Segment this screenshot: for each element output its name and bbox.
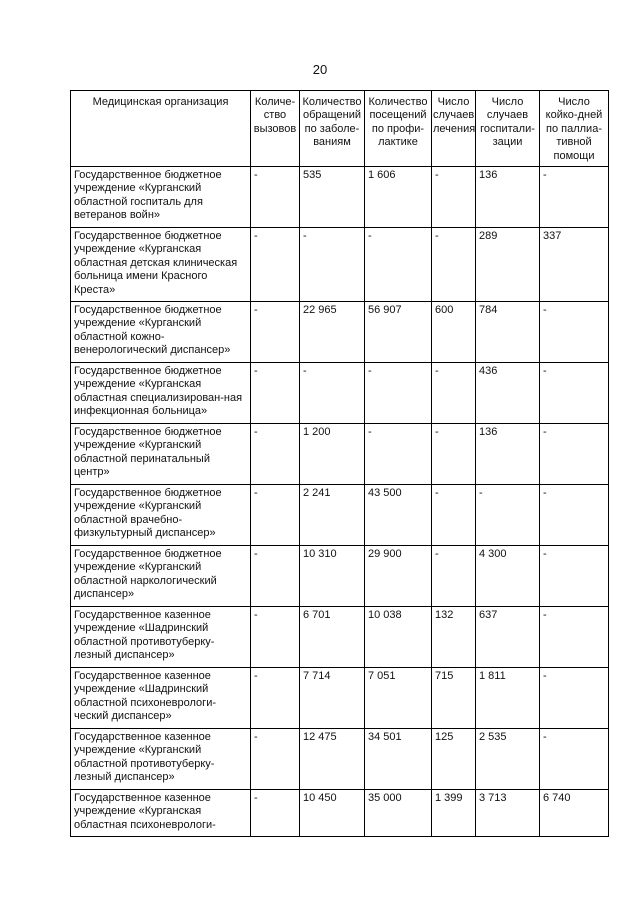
table-row — [71, 424, 609, 485]
treatment-cases-value: - — [432, 228, 476, 302]
palliative-bed-days-value: - — [540, 167, 609, 228]
prevention-visits-value: - — [365, 228, 432, 302]
palliative-bed-days-value: - — [540, 302, 609, 363]
treatment-cases-value: - — [432, 363, 476, 424]
palliative-bed-days-value: - — [540, 607, 609, 668]
palliative-bed-days-value: 337 — [540, 228, 609, 302]
palliative-bed-days-value: 6 740 — [540, 790, 609, 837]
header-prevention-visits: Количество посещений по профи- лактике — [365, 91, 432, 167]
calls-value: - — [251, 607, 300, 668]
organization-name: Государственное бюджетное учреждение «Курганская областная специализирован-ная инфекционная больница» — [71, 363, 251, 424]
palliative-bed-days-value: - — [540, 363, 609, 424]
organization-name: Государственное казенное учреждение «Курганская областная психоневрологи- — [71, 790, 251, 837]
palliative-bed-days-value: - — [540, 546, 609, 607]
table-row — [71, 790, 609, 837]
table-row — [71, 228, 609, 302]
calls-value: - — [251, 668, 300, 729]
calls-value: - — [251, 302, 300, 363]
disease-visits-value: 6 701 — [300, 607, 365, 668]
treatment-cases-value: - — [432, 167, 476, 228]
hospitalization-cases-value: - — [476, 485, 540, 546]
hospitalization-cases-value: 637 — [476, 607, 540, 668]
prevention-visits-value: 1 606 — [365, 167, 432, 228]
palliative-bed-days-value: - — [540, 668, 609, 729]
prevention-visits-value: 34 501 — [365, 729, 432, 790]
table-row — [71, 668, 609, 729]
table-row — [71, 607, 609, 668]
hospitalization-cases-value: 289 — [476, 228, 540, 302]
organization-name: Государственное бюджетное учреждение «Курганская областная детская клиническая больница имени Красного Креста» — [71, 228, 251, 302]
prevention-visits-value: 29 900 — [365, 546, 432, 607]
table-row — [71, 546, 609, 607]
hospitalization-cases-value: 4 300 — [476, 546, 540, 607]
hospitalization-cases-value: 3 713 — [476, 790, 540, 837]
palliative-bed-days-value: - — [540, 729, 609, 790]
disease-visits-value: - — [300, 228, 365, 302]
disease-visits-value: 7 714 — [300, 668, 365, 729]
calls-value: - — [251, 790, 300, 837]
calls-value: - — [251, 363, 300, 424]
page-number: 20 — [312, 62, 328, 77]
organization-name: Государственное бюджетное учреждение «Курганский областной врачебно-физкультурный диспансер» — [71, 485, 251, 546]
header-disease-visits: Количество обращений по заболе- ваниям — [300, 91, 365, 167]
header-organization: Медицинская организация — [71, 91, 251, 167]
disease-visits-value: - — [300, 363, 365, 424]
organization-name: Государственное казенное учреждение «Курганский областной противотуберку-лезный диспансер» — [71, 729, 251, 790]
table-body — [71, 167, 609, 837]
disease-visits-value: 10 310 — [300, 546, 365, 607]
table-row — [71, 729, 609, 790]
header-hospitalization-cases: Число случаев госпитали- зации — [476, 91, 540, 167]
organization-name: Государственное казенное учреждение «Шадринский областной психоневрологи-ческий диспансер» — [71, 668, 251, 729]
treatment-cases-value: 600 — [432, 302, 476, 363]
treatment-cases-value: 125 — [432, 729, 476, 790]
treatment-cases-value: 1 399 — [432, 790, 476, 837]
header-calls: Количе- ство вызовов — [251, 91, 300, 167]
treatment-cases-value: - — [432, 546, 476, 607]
treatment-cases-value: - — [432, 485, 476, 546]
calls-value: - — [251, 167, 300, 228]
calls-value: - — [251, 485, 300, 546]
disease-visits-value: 10 450 — [300, 790, 365, 837]
table-row — [71, 167, 609, 228]
treatment-cases-value: 132 — [432, 607, 476, 668]
hospitalization-cases-value: 1 811 — [476, 668, 540, 729]
table-header-row — [71, 91, 609, 167]
hospitalization-cases-value: 784 — [476, 302, 540, 363]
disease-visits-value: 12 475 — [300, 729, 365, 790]
prevention-visits-value: 43 500 — [365, 485, 432, 546]
prevention-visits-value: 7 051 — [365, 668, 432, 729]
prevention-visits-value: 35 000 — [365, 790, 432, 837]
disease-visits-value: 22 965 — [300, 302, 365, 363]
prevention-visits-value: - — [365, 363, 432, 424]
palliative-bed-days-value: - — [540, 485, 609, 546]
disease-visits-value: 535 — [300, 167, 365, 228]
treatment-cases-value: 715 — [432, 668, 476, 729]
organization-name: Государственное бюджетное учреждение «Курганский областной наркологический диспансер» — [71, 546, 251, 607]
calls-value: - — [251, 729, 300, 790]
organization-name: Государственное казенное учреждение «Шадринский областной противотуберку-лезный диспансер» — [71, 607, 251, 668]
organization-name: Государственное бюджетное учреждение «Курганский областной кожно-венерологический диспансер» — [71, 302, 251, 363]
disease-visits-value: 2 241 — [300, 485, 365, 546]
prevention-visits-value: 10 038 — [365, 607, 432, 668]
table-row — [71, 302, 609, 363]
hospitalization-cases-value: 436 — [476, 363, 540, 424]
calls-value: - — [251, 546, 300, 607]
table-row — [71, 485, 609, 546]
organization-name: Государственное бюджетное учреждение «Курганский областной госпиталь для ветеранов войн» — [71, 167, 251, 228]
organization-name: Государственное бюджетное учреждение «Курганский областной перинатальный центр» — [71, 424, 251, 485]
calls-value: - — [251, 424, 300, 485]
hospitalization-cases-value: 2 535 — [476, 729, 540, 790]
prevention-visits-value: 56 907 — [365, 302, 432, 363]
prevention-visits-value: - — [365, 424, 432, 485]
medical-organizations-table — [70, 90, 609, 837]
hospitalization-cases-value: 136 — [476, 424, 540, 485]
calls-value: - — [251, 228, 300, 302]
header-treatment-cases: Число случаев лечения — [432, 91, 476, 167]
palliative-bed-days-value: - — [540, 424, 609, 485]
disease-visits-value: 1 200 — [300, 424, 365, 485]
header-palliative-bed-days: Число койко-дней по паллиа- тивной помощи — [540, 91, 609, 167]
hospitalization-cases-value: 136 — [476, 167, 540, 228]
treatment-cases-value: - — [432, 424, 476, 485]
table-row — [71, 363, 609, 424]
